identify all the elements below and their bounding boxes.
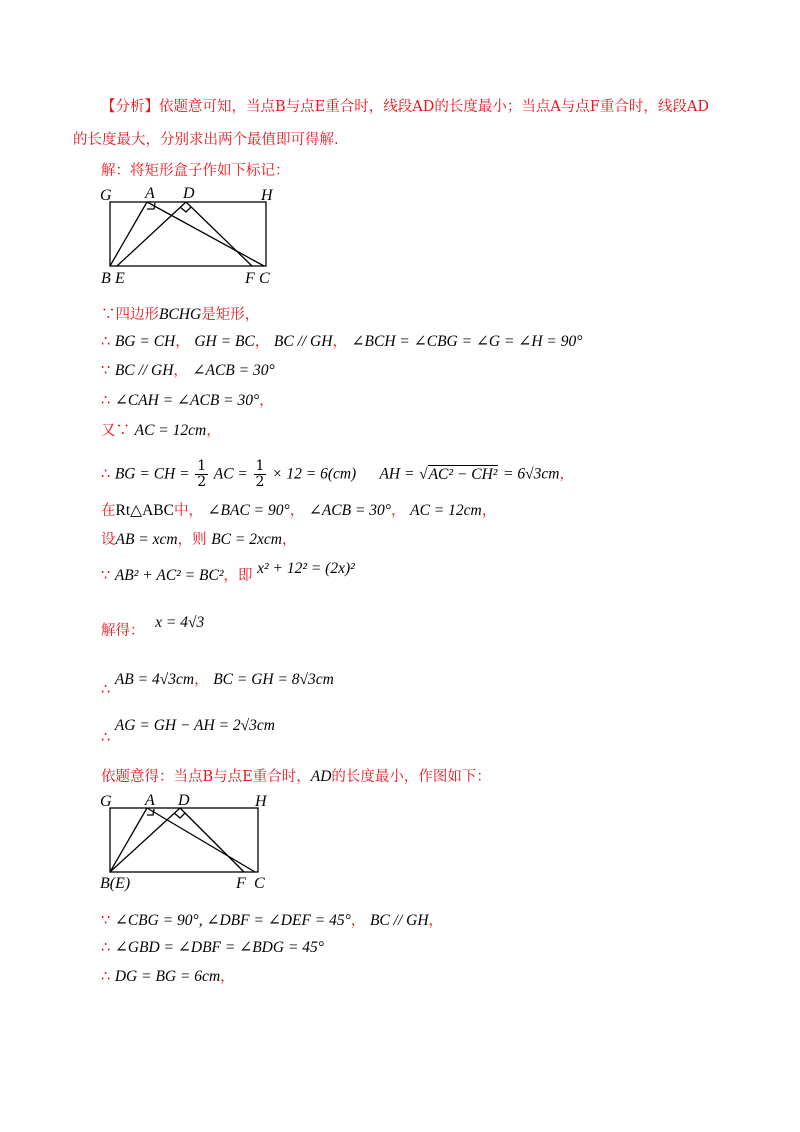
analysis-line-1 [101,97,709,117]
case-2-text-1: 依题意得：当点B与点E重合时， [101,769,311,785]
step-8-pre: 设 [101,532,116,548]
figure-1-label-F: F [245,270,255,287]
step-4-math-a: ∠CAH = ∠ACB = 30° [114,392,260,409]
case-2-step-1-math-b: BC // GH [369,912,429,929]
therefore-symbol: ∴ [101,466,111,483]
step-8-math-b: BC = 2xcm [211,531,282,548]
therefore-symbol: ∴ [101,969,111,985]
figure-2 [95,790,285,895]
case-2-step-3: ∴ DG = BG = 6cm， [101,968,235,985]
case-2-step-2-math-a: ∠GBD = ∠DBF = ∠BDG = 45° [114,939,324,956]
step-11-math-a: AB = 4√3cm [114,671,195,688]
step-11-math-b: BC = GH = 8√3cm [213,671,334,688]
fraction-one-half: $\frac{1}{2}$ [197,458,207,490]
step-3-math-a: BC // GH [114,362,174,379]
step-12-math-a: AG = GH − AH = 2√3cm [114,717,275,734]
step-5: 又∵ AC = 12cm， [101,422,221,439]
step-2-math-c: BC // GH [273,333,333,350]
step-9-math-a: AB² + AC² = BC² [114,567,224,584]
step-10-math-a: x = 4√3 [155,614,205,631]
case-2-step-1-math-a: ∠CBG = 90°, ∠DBF = ∠DEF = 45° [114,912,351,929]
step-6-math-a: BG = CH = [114,465,190,483]
therefore-because-symbol: ∵ [101,307,116,323]
therefore-symbol: ∴ [101,940,111,956]
figure-1 [95,182,285,287]
step-2: ∴ BG = CH， GH = BC， BC // GH， ∠BCH = ∠CBG = ∠G = ∠H = 90° [101,333,583,350]
therefore-symbol: ∴ [101,393,111,409]
case-2-step-3-math-a: DG = BG = 6cm [114,968,221,985]
step-7-math-d: AC = 12cm [410,502,482,519]
figure-2-right-angle-D [174,813,185,818]
analysis-line-2: 的长度最大，分别求出两个最值即可得解. [73,132,339,148]
figure-2-label-F: F [236,875,246,892]
step-1 [101,305,259,325]
because-symbol: ∵ [101,913,111,929]
figure-1-segment-ED [117,202,186,266]
figure-1-label-H: H [261,187,273,204]
figure-2-rectangle [110,808,258,872]
step-8-mid: 则 [192,532,207,548]
step-4: ∴ ∠CAH = ∠ACB = 30°， [101,392,274,409]
step-6-math-e: = 6√3cm [503,465,560,483]
figure-1-label-E: E [115,270,125,287]
step-7: 在Rt△ABC中， ∠BAC = 90°， ∠ACB = 30°， AC = 12cm， [101,502,497,519]
figure-1-label-D: D [183,185,195,202]
analysis-tag: 【分析】 [101,99,159,115]
case-2-step-2 [101,938,324,958]
step-7-math-c: ∠ACB = 30° [308,502,391,519]
step-3-math-b: ∠ACB = 30° [192,362,275,379]
case-2-text-2: 的长度最小，作图如下： [331,769,491,785]
step-10-pre: 解得： [101,623,145,639]
because-symbol: ∵ [101,568,111,584]
therefore-symbol: ∴ [101,682,111,698]
solution-intro: 解：将矩形盒子作如下标记： [101,163,290,179]
step-2-math-a: BG = CH [114,333,176,350]
figure-2-segment-AC [147,808,255,872]
step-2-math-b: GH = BC [194,333,255,350]
also-because-symbol: 又∵ [101,423,130,439]
step-12 [101,716,275,746]
therefore-symbol: ∴ [101,730,111,746]
figure-1-segment-AC [147,202,264,266]
figure-1-label-A: A [145,185,155,202]
figure-2-label-A: A [145,792,155,809]
case-2-math: AD [310,768,332,785]
case-2-step-1: ∵ ∠CBG = 90°, ∠DBF = ∠DEF = 45°， BC // GH， [101,912,444,929]
figure-2-label-BE: B(E) [100,875,131,892]
step-6-math-d: AH = [379,465,415,483]
step-10 [101,614,205,641]
step-11: ∴ AB = 4√3cm， BC = GH = 8√3cm [101,671,334,698]
therefore-symbol: ∴ [101,334,111,350]
case-2-intro [101,767,491,787]
figure-1-label-C: C [259,270,270,287]
figure-1-right-angle-D [180,207,191,212]
figure-1-segment-BA [110,202,147,266]
step-9: ∵ AB² + AC² = BC²，即 x² + 12² = (2x)² [101,560,355,584]
step-1-post: 是矩形， [201,307,260,323]
step-7-pre: 在 [101,503,116,519]
step-7-math-a: Rt△ABC [115,502,174,519]
step-6: ∴ BG = CH = $\frac{1}{2}$ AC = $\frac{1}{2}$ × 12 = 6(cm) AH = √AC² − CH² = 6√3cm， [101,458,574,490]
step-6-math-b: AC = [213,465,248,483]
figure-2-label-G: G [100,793,112,810]
step-5-math-a: AC = 12cm [134,422,207,439]
figure-2-label-D: D [178,792,190,809]
figure-2-segment-BD [110,808,180,872]
step-2-math-d: ∠BCH = ∠CBG = ∠G = ∠H = 90° [351,333,583,350]
step-1-math: BCHG [159,306,202,323]
step-1-text: 四边形 [115,307,159,323]
figure-1-segment-DF [186,202,252,266]
figure-2-segment-DF [180,808,244,872]
because-symbol: ∵ [101,363,111,379]
step-6-math-c: × 12 = 6(cm) [272,465,357,483]
figure-2-label-C: C [254,875,265,892]
step-6-sqrt: AC² − CH² [428,465,498,483]
step-7-math-b: ∠BAC = 90° [207,502,290,519]
step-7-mid: 中， [173,503,203,519]
fraction-one-half-2: $\frac{1}{2}$ [255,458,265,490]
step-3: ∵ BC // GH， ∠ACB = 30° [101,362,275,379]
analysis-text-1: 依题意可知，当点B与点E重合时，线段AD的长度最小；当点A与点F重合时，线段AD [159,99,709,115]
step-8: 设AB = xcm，则 BC = 2xcm， [101,531,297,548]
figure-2-segment-BA [110,808,147,872]
step-9-math-b: x² + 12² = (2x)² [257,560,355,577]
figure-1-label-G: G [100,187,112,204]
figure-2-label-H: H [255,793,267,810]
step-9-mid: 即 [237,568,253,584]
figure-1-label-B: B [101,270,111,287]
step-8-math-a: AB = xcm [115,531,178,548]
